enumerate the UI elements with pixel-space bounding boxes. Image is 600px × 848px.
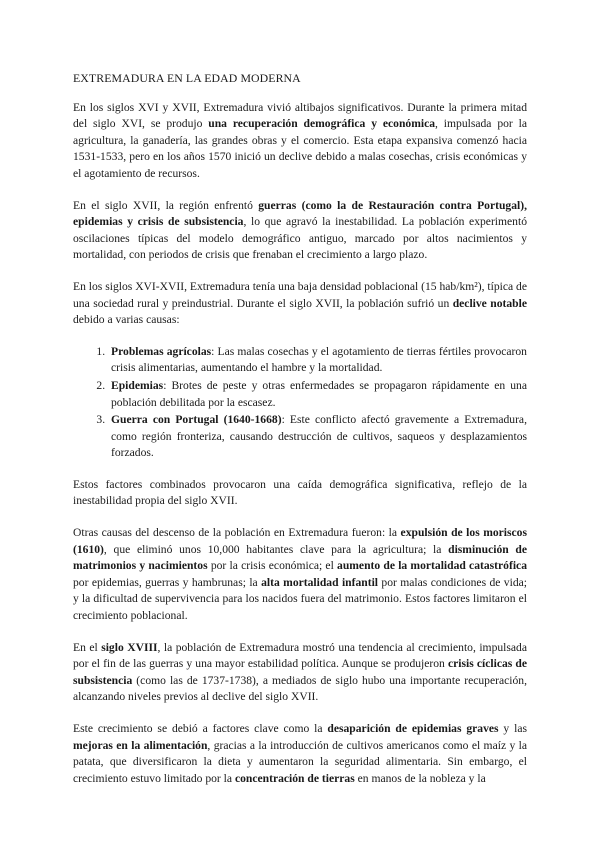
- text-run: En los siglos XVI-XVII, Extremadura tenía una baja densidad poblacional (15 hab/km²), típica de una sociedad rural y preindustrial. Durante el siglo XVII, la población sufrió un: [73, 279, 527, 310]
- text-run: , impulsada por la agricultura, la ganadería, las grandes obras y el comercio. Esta etapa expansiva comenzó hacia 1531-1533, pero en los años 1570 inició un declive debido a malas cosechas, crisis económicas y el agotamiento de recursos.: [73, 117, 528, 180]
- list-item-text: : Las malas cosechas y el agotamiento de tierras fértiles provocaron crisis alimentarias, aumentando el hambre y la mortalidad.: [111, 344, 527, 375]
- text-run: por malas condiciones de vida; y la dificultad de supervivencia para los nacidos fuera del matrimonio. Estos factores limitaron el crecimiento poblacional.: [73, 575, 527, 623]
- list-item-label: Epidemias: [111, 378, 164, 392]
- bold-run: expulsión de los moriscos (1610): [73, 526, 527, 556]
- list-item-text: : Brotes de peste y otras enfermedades se propagaron rápidamente en una población debilitada por la escasez.: [111, 378, 527, 409]
- list-item: [108, 412, 527, 462]
- text-run: por la crisis económica; el: [207, 559, 338, 573]
- text-run: Este crecimiento se debió a factores clave como la: [73, 722, 328, 735]
- paragraph-2: [73, 198, 527, 264]
- bold-run: disminución de matrimonios y nacimientos: [73, 542, 527, 573]
- bold-run: declive notable: [452, 296, 527, 310]
- bold-run: alta mortalidad infantil: [261, 575, 379, 589]
- text-run: En el: [73, 640, 102, 654]
- bold-run: mejoras en la alimentación: [73, 738, 208, 752]
- text-run: (como las de 1737-1738), a mediados de siglo hubo una importante recuperación, alcanzando niveles previos al declive del siglo XVII.: [73, 673, 527, 704]
- bold-run: siglo XVIII: [101, 640, 158, 654]
- bold-run: concentración de tierras: [234, 771, 355, 785]
- text-run: y las: [498, 722, 527, 735]
- text-run: , lo que agravó la inestabilidad. La población experimentó oscilaciones típicas del modelo demográfico antiguo, marcado por altos nacimientos y mortalidad, con periodos de crisis que frenaban el crecimiento a largo plazo.: [73, 215, 528, 262]
- text-run: , gracias a la introducción de cultivos americanos como el maíz y la patata, que diversificaron la dieta y aumentaron la seguridad alimentaria. Sin embargo, el crecimiento estuvo limitado por la: [73, 738, 528, 785]
- list-item-label: Guerra con Portugal (1640-1668): [111, 413, 282, 427]
- bold-run: desaparición de epidemias graves: [327, 722, 499, 735]
- list-item: [108, 344, 527, 377]
- paragraph-7: [73, 721, 527, 787]
- text-run: Otras causas del descenso de la población en Extremadura fueron: la: [73, 526, 401, 540]
- paragraph-6: [73, 640, 527, 706]
- text-run: En el siglo XVII, la región enfrentó: [73, 198, 259, 212]
- bold-run: crisis cíclicas de subsistencia: [73, 657, 527, 687]
- document-title: EXTREMADURA EN LA EDAD MODERNA: [73, 71, 301, 85]
- text-run: debido a varias causas:: [73, 313, 180, 327]
- bold-run: una recuperación demográfica y económica: [208, 117, 436, 131]
- paragraph-4: Estos factores combinados provocaron una caída demográfica significativa, reflejo de la inestabilidad propia del siglo XVII.: [73, 477, 527, 508]
- paragraph-1: [73, 100, 527, 183]
- bold-run: guerras (como la de Restauración contra Portugal), epidemias y crisis de subsistencia: [73, 198, 527, 229]
- paragraph-5: [73, 525, 527, 625]
- causes-list: [73, 344, 527, 462]
- list-item: [108, 378, 527, 411]
- list-item-label: Problemas agrícolas: [111, 344, 212, 358]
- bold-run: aumento de la mortalidad catastrófica: [337, 559, 527, 573]
- text-run: en manos de la nobleza y la: [354, 771, 486, 785]
- list-item-text: : Este conflicto afectó gravemente a Extremadura, como región fronteriza, causando destrucción de cultivos, saqueos y desplazamientos forzados.: [111, 413, 527, 460]
- text-run: , que eliminó unos 10,000 habitantes clave para la agricultura; la: [103, 542, 449, 556]
- text-run: por epidemias, guerras y hambrunas; la: [73, 575, 262, 589]
- text-run: , la población de Extremadura mostró una tendencia al crecimiento, impulsada por el fin de las guerras y una mayor estabilidad política. Aunque se produjeron: [73, 640, 527, 671]
- paragraph-3: [73, 279, 527, 329]
- text-run: En los siglos XVI y XVII, Extremadura vivió altibajos significativos. Durante la primera mitad del siglo XVI, se produjo: [73, 100, 527, 131]
